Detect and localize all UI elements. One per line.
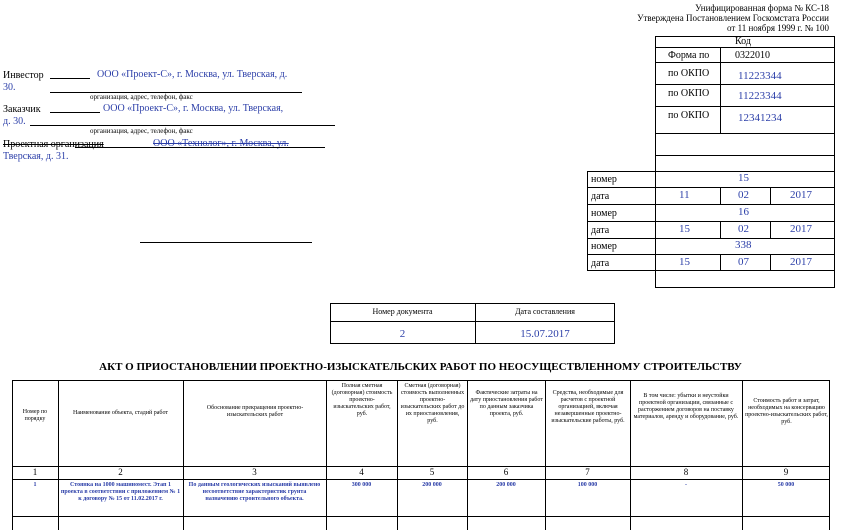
col-num-8: 8 <box>683 467 689 477</box>
investor-value: ООО «Проект-С», г. Москва, ул. Тверская, д. <box>97 69 288 80</box>
col-header-4: Полная сметная (договорная) стоимость проектно-изыскательских работ, руб. <box>331 383 393 417</box>
design-value: ООО «Технолог», г. Москва, ул. <box>153 138 289 149</box>
ref-year-1: 2017 <box>790 189 812 201</box>
okpo-label-1: по ОКПО <box>668 68 710 79</box>
col-num-9: 9 <box>783 467 789 477</box>
col-header-3: Обоснование прекращения проектно-изыскательских работ <box>206 405 304 418</box>
col-header-2: Наименование объекта, стадий работ <box>73 410 168 416</box>
col-num-6: 6 <box>503 467 509 477</box>
ref-nomer-2: 16 <box>738 206 749 218</box>
row-cell-2: Стоянка на 1000 машиномест. Этап 1 проекта в соответствии с приложением № 1 к договору № 15 от 11.02.2017 г. <box>60 482 181 502</box>
ref-nomer-3: 338 <box>735 239 752 251</box>
doc-number-header: Номер документа <box>372 307 433 316</box>
customer-caption: организация, адрес, телефон, факс <box>90 127 193 135</box>
ref-nomer-1: 15 <box>738 172 749 184</box>
design-value-cont: Тверская, д. 31. <box>3 151 69 162</box>
okpo-label-3: по ОКПО <box>668 110 710 121</box>
doc-number-value: 2 <box>399 328 406 340</box>
col-header-1: Номер по порядку <box>22 409 48 422</box>
ref-nomer-label-1: номер <box>591 174 617 185</box>
code-label: Код <box>735 36 751 47</box>
design-label: Проектная организация <box>3 139 104 150</box>
ref-day-2: 15 <box>679 223 690 235</box>
col-num-7: 7 <box>585 467 590 477</box>
ref-data-label-3: дата <box>591 258 610 269</box>
ref-month-1: 02 <box>738 189 749 201</box>
document-title: АКТ О ПРИОСТАНОВЛЕНИИ ПРОЕКТНО-ИЗЫСКАТЕЛЬСКИХ РАБОТ ПО НЕОСУЩЕСТВЛЕННОМУ СТРОИТЕЛЬСТВУ <box>99 361 742 373</box>
row-cell-9: 50 000 <box>777 482 795 488</box>
form-header-line1: Унифицированная форма № КС-18 <box>695 3 829 13</box>
col-num-5: 5 <box>429 467 435 477</box>
col-num-4: 4 <box>359 467 364 477</box>
col-num-2: 2 <box>118 467 123 477</box>
okpo-customer: 11223344 <box>738 90 782 102</box>
form-header-line3: от 11 ноября 1999 г. № 100 <box>727 23 829 33</box>
ref-data-label-1: дата <box>591 191 610 202</box>
col-header-6: Фактические затраты на дату приостановления работ по данным заказчика проекта, руб. <box>470 390 543 417</box>
ref-nomer-label-3: номер <box>591 241 617 252</box>
investor-label: Инвестор <box>3 70 44 81</box>
customer-value-cont: д. 30. <box>3 116 26 127</box>
row-cell-6: 200 000 <box>496 482 516 488</box>
row-cell-3: По данным геологических изысканий выявлено несоответствие характеристик грунта назначению строительного объекта. <box>188 482 321 502</box>
ref-month-3: 07 <box>738 256 749 268</box>
ref-month-2: 02 <box>738 223 749 235</box>
col-header-7: Средства, необходимые для расчетов с проектной организацией, включая незавершенные проектно-изыскательские работы, руб. <box>551 390 625 424</box>
investor-value-cont: 30. <box>3 82 16 93</box>
col-header-8: В том числе: убытки и неустойки проектной организации, связанные с расторжением договоров на поставку материалов, аренду и оборудование, руб. <box>633 393 739 420</box>
doc-date-value: 15.07.2017 <box>520 328 570 340</box>
customer-value: ООО «Проект-С», г. Москва, ул. Тверская, <box>103 103 284 114</box>
ref-year-2: 2017 <box>790 223 812 235</box>
doc-date-header: Дата составления <box>515 307 575 316</box>
ref-year-3: 2017 <box>790 256 812 268</box>
investor-caption: организация, адрес, телефон, факс <box>90 93 193 101</box>
col-header-9: Стоимость работ и затрат, необходимых на консервацию проектно-изыскательских работ, руб. <box>745 398 828 425</box>
row-cell-5: 200 000 <box>422 482 442 488</box>
ref-day-1: 11 <box>679 189 690 201</box>
row-cell-1: 1 <box>33 482 37 488</box>
customer-label: Заказчик <box>3 104 41 115</box>
okpo-investor: 11223344 <box>738 70 782 82</box>
form-label: Форма по <box>668 50 710 61</box>
col-num-1: 1 <box>32 467 38 477</box>
col-num-3: 3 <box>252 467 257 477</box>
ref-data-label-2: дата <box>591 225 610 236</box>
ref-nomer-label-2: номер <box>591 208 617 219</box>
row-cell-4: 300 000 <box>351 482 372 488</box>
okpo-design: 12341234 <box>738 112 782 124</box>
okpo-label-2: по ОКПО <box>668 88 710 99</box>
row-cell-8: - <box>685 482 687 488</box>
ref-day-3: 15 <box>679 256 690 268</box>
form-code: 0322010 <box>735 50 770 61</box>
row-cell-7: 100 000 <box>577 482 598 488</box>
form-header-line2: Утверждена Постановлением Госкомстата России <box>637 13 829 23</box>
col-header-5: Сметная (договорная) стоимость выполненных проектно-изыскательских работ до их приостановления, руб. <box>400 383 465 424</box>
